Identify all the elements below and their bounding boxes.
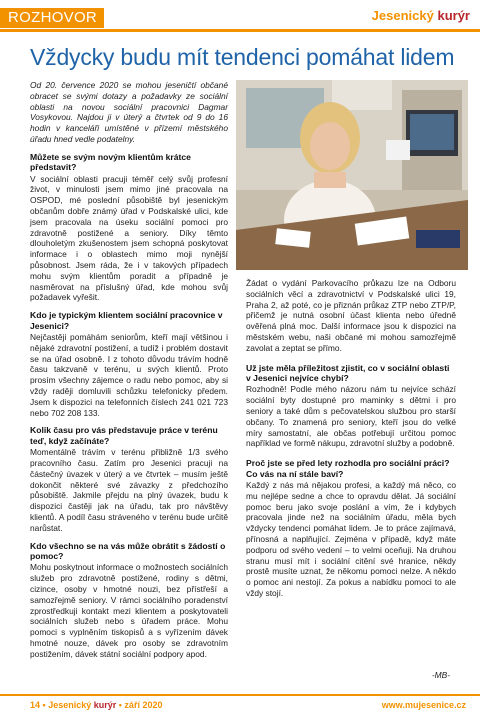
author-signature: -MB- (431, 670, 450, 680)
masthead-accent: kurýr (437, 8, 470, 23)
photo-illustration (236, 80, 468, 270)
left-column (30, 80, 228, 660)
article-photo (236, 80, 468, 270)
footer-masthead-main: Jesenický (48, 700, 92, 710)
article-intro: Od 20. července 2020 se mohou jeseničtí občané obracet se svými dotazy a požadavky ze sociální oblasti na novou sociální pracovnici Dagmar Vosykovou. Najdou ji v úterý a čtvrtek od 9 do 16 hodin v kanceláři umístěné v přízemí městského úřadu hned vedle podatelny. (30, 80, 228, 144)
answer-1: V sociální oblasti pracuji téměř celý svůj profesní život, v minulosti jsem mimo jiné pracovala na OSPOD, mé poslední působiště byl jesenickým občanům dobře známý úřad v Podskalské ulici, kde jsem pracovala na úseku sociální pomoci pro zdravotně postižené a seniory. Díky těmto dlouholetým zkušenostem jsem schopná poskytovat informace i o oblastech mimo moji nynější působnost. Jsem ráda, že i v takových případech mohu svým klientům poradit a případně je nasměrovat na příslušný úřad, kde mohou svůj požadavek vyřešit. (30, 173, 228, 303)
answer-6: Každý z nás má nějakou profesi, a každý má něco, co mu nejlépe sedne a chce to opravdu dělat. Já sociální pomoc beru jako svoje poslání a vím, že i kdybych pracovala jinde než na sociálním úřadu, měla bych vždycky tendenci pomáhat lidem. Je to práce zajímavá, přínosná a naplňující. Zejména v případě, když máte podporu od svého vedení – to velmi oceňuji. Na druhou stranu musí mít i sociální citění své hranice, někdy prostě musíte uznat, že někomu pomoci nelze. A někdo o pomoc ani nestojí. Za pokus a nabídku pomoci to ale vždy stojí. (246, 479, 456, 598)
question-5: Už jste měla příležitost zjistit, co v sociální oblasti v Jesenici nejvíce chybí? (246, 362, 450, 383)
answer-3: Momentálně trávím v terénu přibližně 1/3 svého pracovního času. Zatím pro Jesenici pracuji na částečný úvazek v úterý a ve čtvrtek – musím ještě dokončit některé své závazky z předchozího působiště. Jakmile přejdu na plný úvazek, budu k dispozici častěji jak na úřadu, tak pro návštěvy klientů. A podíl času stráveného v terénu bude určitě narůstat. (30, 447, 228, 533)
page-footer (0, 694, 480, 714)
masthead (372, 8, 470, 23)
question-1: Můžete se svým novým klientům krátce představit? (30, 151, 191, 173)
issue-date: • září 2020 (118, 700, 163, 710)
question-4: Kdo všechno se na vás může obrátit s žádostí o pomoc? (30, 540, 226, 561)
footer-masthead-accent: kurýr (93, 700, 117, 710)
answer-4-continued: Žádat o vydání Parkovacího průkazu lze na Odboru sociálních věcí a zdravotnictví v Podskalské ulici 19, Praha 2, až poté, co je přiznán průkaz ZTP nebo ZTP/P, přičemž je nutná osobní účast klienta nebo úředně ověřená plná moc. Další informace jsou k dispozici na městském webu, naši občané mi mohou samozřejmě zavolat a zeptat se přímo. (246, 278, 456, 353)
answer-4: Mohu poskytnout informace o možnostech sociálních služeb pro zdravotně postižené, rodiny s dětmi, cizince, osoby v hmotné nouzi, bez přístřeší a samozřejmě seniory. V rámci sociálního poradenství zprostředkuji kontakt mezi klientem a poskytovateli sociálních služeb nebo s úřadem práce. Mohu pomoci s vyplněním tiskopisů a s vyřízením dávek hmotné nouze, dávek pro osoby se zdravotním postižením, dávek státní sociální podpory apod. (30, 562, 228, 659)
answer-5: Rozhodně! Podle mého názoru nám tu nejvíce schází sociální byty dostupné pro maminky s dětmi i pro seniory a také dům s pečovatelskou službou pro starší občany. To znamená pro seniory, kteří jsou do velké míry samostatní, ale občas potřebují určitou pomoc například ve formě nákupu, zdravotní služby a podobně. (246, 384, 456, 449)
right-column (246, 278, 456, 599)
page-number: 14 • (30, 700, 46, 710)
question-3: Kolik času pro vás představuje práce v terénu teď, když začínáte? (30, 425, 218, 446)
answer-2: Nejčastěji pomáhám seniorům, kteří mají většinou i nějaké zdravotní postižení, a tudíž i problém dostavit se na úřad osobně. I z tohoto důvodu trávím hodně času takzvaně v terénu, u svých klientů. Proto prosím všechny zájemce o radu nebo pomoc, aby si vždy raději domluvili schůzku telefonicky předem. Jsem k dispozici na telefonních číslech 241 021 723 nebo 702 208 133. (30, 331, 228, 418)
section-tag: ROZHOVOR (0, 8, 104, 28)
article-title: Vždycky budu mít tendenci pomáhat lidem (30, 44, 455, 70)
question-2: Kdo je typickým klientem sociální pracovnice v Jesenici? (30, 310, 223, 331)
footer-url: www.mujesenice.cz (381, 700, 466, 710)
question-6: Proč jste se před lety rozhodla pro sociální práci? Co vás na ní stále baví? (246, 458, 450, 479)
masthead-main: Jesenický (371, 8, 434, 23)
header-rule (0, 29, 480, 32)
footer-rule (0, 694, 480, 696)
footer-issue (30, 700, 162, 710)
page-header (0, 0, 480, 30)
